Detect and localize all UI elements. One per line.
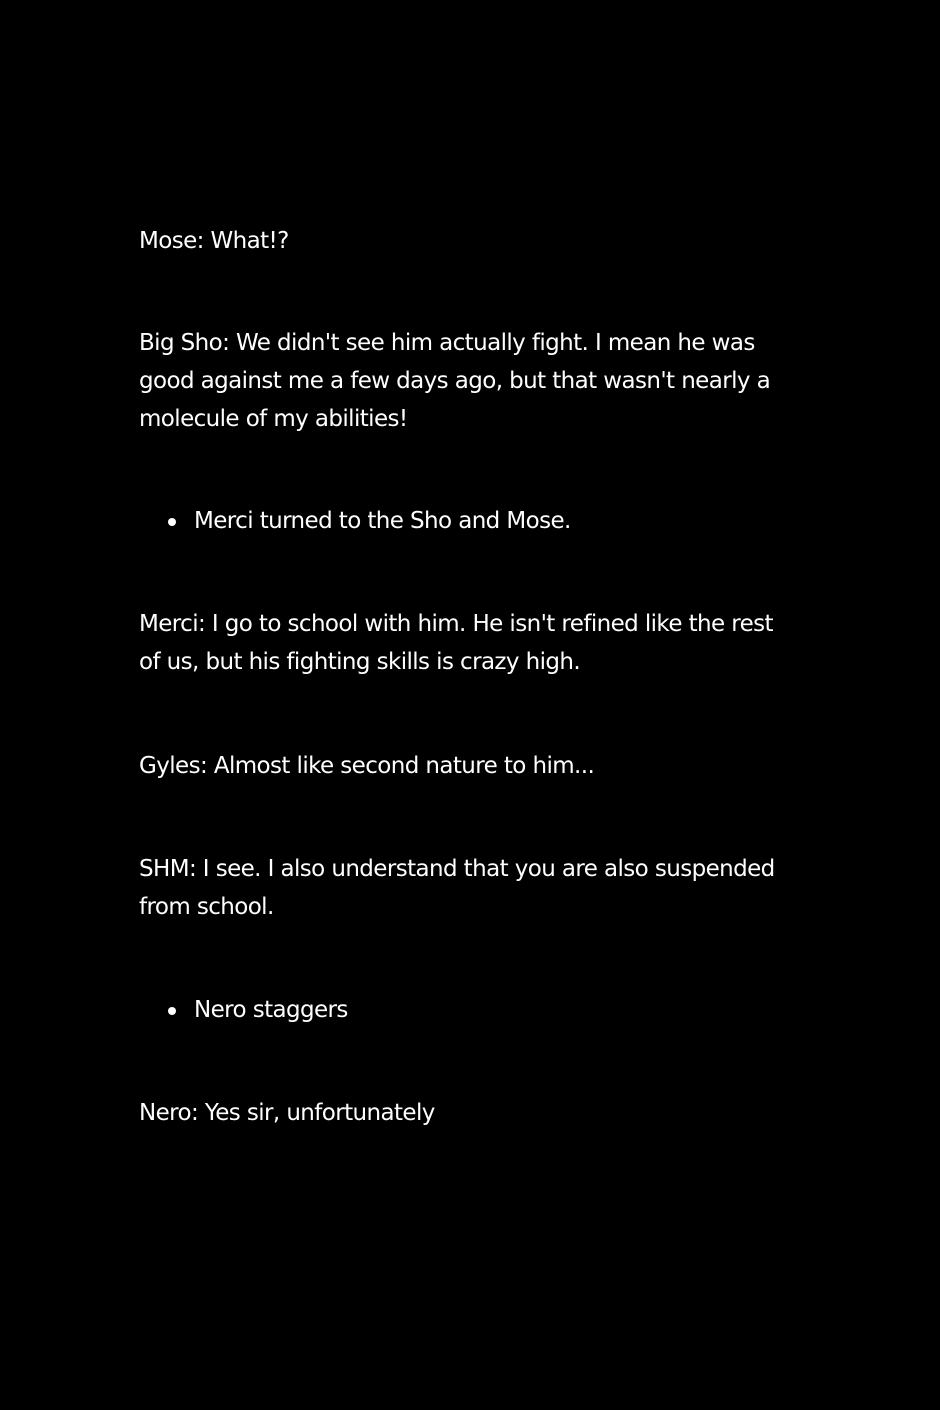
bullet-icon — [168, 518, 176, 526]
action-line-nero-staggers: Nero staggers — [194, 997, 348, 1023]
action-line-merci-turned: Merci turned to the Sho and Mose. — [194, 508, 571, 534]
bullet-icon — [168, 1007, 176, 1015]
dialogue-line-mose: Mose: What!? — [139, 228, 289, 254]
dialogue-line-gyles: Gyles: Almost like second nature to him... — [139, 753, 595, 779]
dialogue-line-big-sho: Big Sho: We didn't see him actually fight. I mean he was good against me a few days ago, but that wasn't nearly a molecule of my abilities! — [139, 330, 771, 432]
dialogue-line-nero: Nero: Yes sir, unfortunately — [139, 1100, 435, 1126]
dialogue-line-shm: SHM: I see. I also understand that you are also suspended from school. — [139, 856, 775, 920]
dialogue-line-merci: Merci: I go to school with him. He isn't refined like the rest of us, but his fighting skills is crazy high. — [139, 611, 773, 675]
